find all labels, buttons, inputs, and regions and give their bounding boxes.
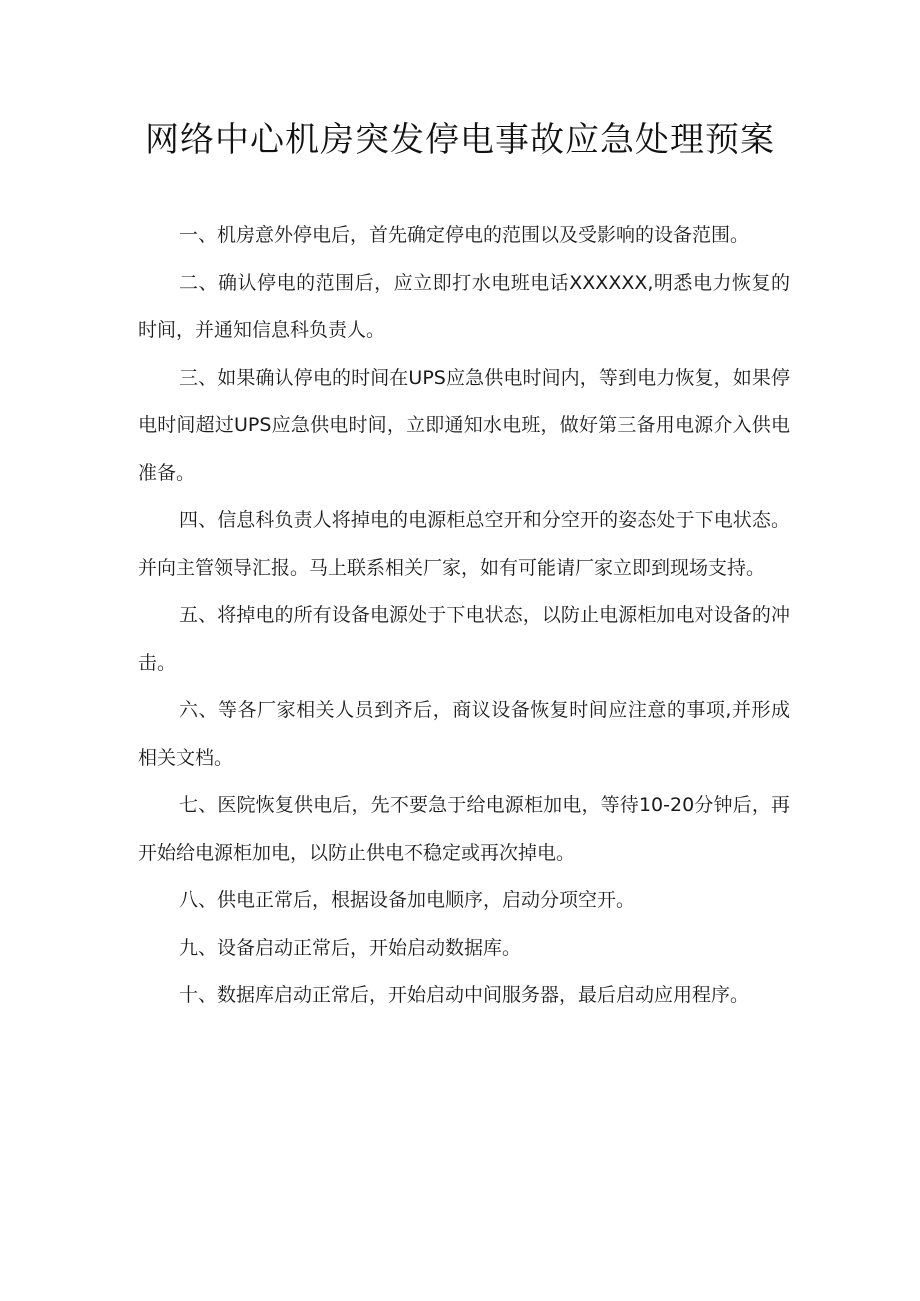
document-body <box>138 212 790 1020</box>
paragraph-7: 七、医院恢复供电后，先不要急于给电源柜加电，等待10-20分钟后，再开始给电源柜加电，以防止供电不稳定或再次掉电。 <box>138 794 790 864</box>
document-title: 网络中心机房突发停电事故应急处理预案 <box>145 120 775 160</box>
paragraph-4: 四、信息科负责人将掉电的电源柜总空开和分空开的姿态处于下电状态。并向主管领导汇报。马上联系相关厂家，如有可能请厂家立即到现场支持。 <box>138 509 790 579</box>
paragraph-5: 五、将掉电的所有设备电源处于下电状态，以防止电源柜加电对设备的冲击。 <box>138 604 790 674</box>
paragraph-10: 十、数据库启动正常后，开始启动中间服务器，最后启动应用程序。 <box>179 984 750 1006</box>
paragraph-9: 九、设备启动正常后，开始启动数据库。 <box>179 936 522 959</box>
paragraph-3: 三、如果确认停电的时间在UPS应急供电时间内，等到电力恢复，如果停电时间超过UPS应急供电时间，立即通知水电班，做好第三备用电源介入供电准备。 <box>138 366 790 484</box>
paragraph-2: 二、确认停电的范围后，应立即打水电班电话XXXXXX,明悉电力恢复的时间，并通知信息科负责人。 <box>138 271 790 341</box>
paragraph-8: 八、供电正常后，根据设备加电顺序，启动分项空开。 <box>179 889 636 911</box>
paragraph-6: 六、等各厂家相关人员到齐后，商议设备恢复时间应注意的事项,并形成相关文档。 <box>138 699 790 769</box>
paragraph-1: 一、机房意外停电后，首先确定停电的范围以及受影响的设备范围。 <box>179 224 750 246</box>
